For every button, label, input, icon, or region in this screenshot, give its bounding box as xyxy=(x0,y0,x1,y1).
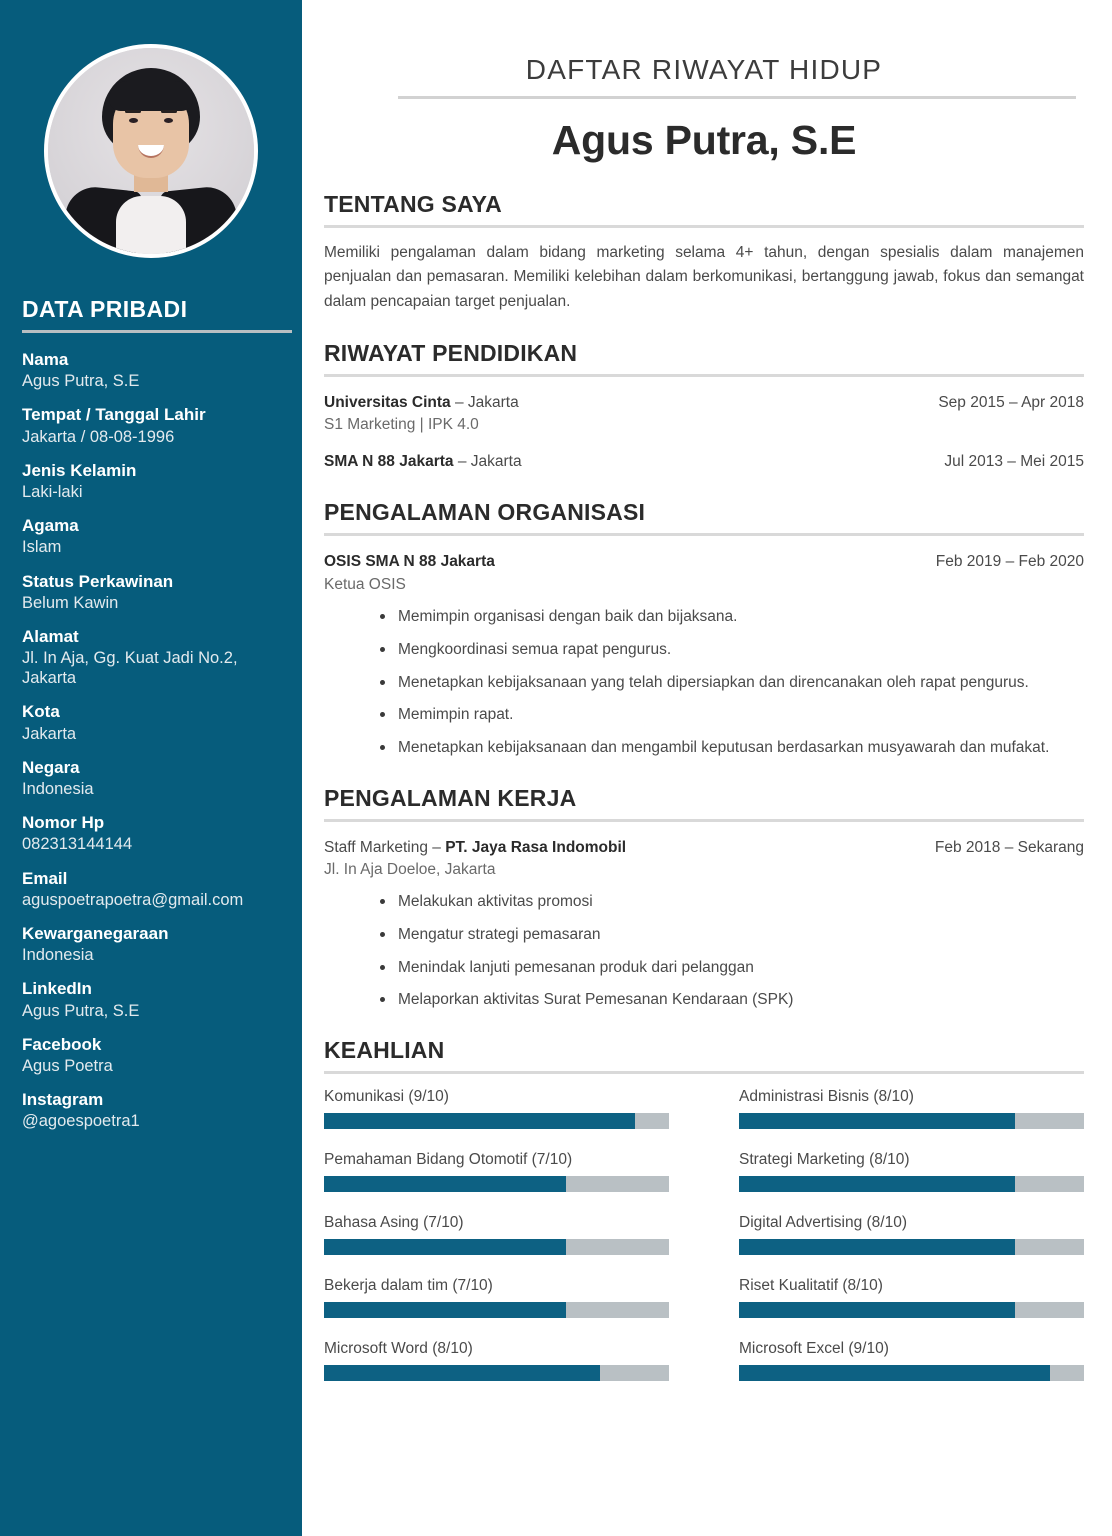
document-title: DAFTAR RIWAYAT HIDUP xyxy=(525,54,883,85)
field-label: Agama xyxy=(22,516,79,536)
section-heading: PENGALAMAN KERJA xyxy=(324,784,577,811)
skill-fill xyxy=(739,1302,1015,1318)
section-divider xyxy=(324,225,1084,228)
personal-data-item xyxy=(22,460,280,502)
field-value: Indonesia xyxy=(22,946,94,965)
bullet-item: Mengkoordinasi semua rapat pengurus. xyxy=(380,639,1084,661)
portrait-eye-left xyxy=(129,118,138,123)
institution-name: Universitas Cinta xyxy=(324,393,451,411)
personal-data-item xyxy=(22,515,280,557)
entry-date: Feb 2019 – Feb 2020 xyxy=(935,553,1084,571)
skill-item xyxy=(324,1088,669,1129)
skill-fill xyxy=(324,1113,635,1129)
field-label: Kewarganegaraan xyxy=(22,923,169,943)
entry-subtitle: Ketua OSIS xyxy=(324,576,406,594)
skill-item xyxy=(324,1277,669,1318)
field-label: Alamat xyxy=(22,626,79,646)
title-divider xyxy=(398,96,1076,99)
field-label: Negara xyxy=(22,757,80,777)
portrait-eyebrow-left xyxy=(125,110,141,113)
portrait-fringe xyxy=(109,81,193,111)
skill-label: Riset Kualitatif (8/10) xyxy=(739,1277,883,1295)
personal-data-item xyxy=(22,1034,280,1076)
personal-data-item xyxy=(22,626,280,689)
skill-fill xyxy=(324,1365,600,1381)
skill-label: Microsoft Excel (9/10) xyxy=(739,1340,889,1358)
skill-item xyxy=(739,1214,1084,1255)
skill-item xyxy=(739,1151,1084,1192)
skill-label: Bahasa Asing (7/10) xyxy=(324,1214,464,1232)
job-role: Staff Marketing – xyxy=(324,838,446,856)
field-value: 082313144144 xyxy=(22,835,133,854)
skill-fill xyxy=(324,1302,566,1318)
field-label: LinkedIn xyxy=(22,979,92,999)
skill-track xyxy=(324,1113,669,1129)
personal-data-item xyxy=(22,1089,280,1131)
work-bullets xyxy=(324,891,1084,1011)
institution-location: – Jakarta xyxy=(453,453,522,471)
field-value: Agus Putra, S.E xyxy=(22,1001,140,1020)
skill-fill xyxy=(739,1113,1015,1129)
entry-title xyxy=(324,838,919,859)
skill-track xyxy=(324,1302,669,1318)
portrait-eye-right xyxy=(164,118,173,123)
skill-fill xyxy=(324,1176,566,1192)
section-divider xyxy=(324,819,1084,822)
section-skills xyxy=(324,1037,1084,1403)
bullet-item: Menetapkan kebijaksanaan dan mengambil keputusan berdasarkan musyawarah dan mufakat. xyxy=(380,737,1084,759)
sidebar-heading-divider xyxy=(22,330,292,333)
personal-data-list xyxy=(22,349,280,1131)
field-label: Tempat / Tanggal Lahir xyxy=(22,405,206,425)
field-label: Instagram xyxy=(22,1090,104,1109)
organization-entry xyxy=(324,552,1084,596)
bullet-item: Menindak lanjuti pemesanan produk dari pelanggan xyxy=(380,957,1084,979)
skill-item xyxy=(739,1277,1084,1318)
entry-date: Sep 2015 – Apr 2018 xyxy=(938,393,1084,411)
portrait-shirt xyxy=(116,196,186,254)
personal-data-item xyxy=(22,701,280,743)
field-label: Email xyxy=(22,868,68,888)
skill-track xyxy=(739,1176,1084,1192)
entry-details xyxy=(324,838,919,882)
field-label: Kota xyxy=(22,702,60,722)
portrait-eyebrow-right xyxy=(161,110,177,113)
skill-item xyxy=(324,1151,669,1192)
education-entry xyxy=(324,393,1084,437)
entry-subtitle: Jl. In Aja Doeloe, Jakarta xyxy=(324,861,496,879)
field-value: Jakarta / 08-08-1996 xyxy=(22,427,175,446)
field-value: @agoespoetra1 xyxy=(22,1112,140,1131)
entry-title xyxy=(324,393,922,414)
field-value: Jl. In Aja, Gg. Kuat Jadi No.2, Jakarta xyxy=(22,649,238,688)
entry-details xyxy=(324,393,922,437)
skill-label: Pemahaman Bidang Otomotif (7/10) xyxy=(324,1151,573,1169)
education-entry xyxy=(324,452,1084,473)
main-content xyxy=(302,0,1112,1536)
skill-track xyxy=(739,1302,1084,1318)
bullet-item: Memimpin rapat. xyxy=(380,704,1084,726)
skill-label: Strategi Marketing (8/10) xyxy=(739,1151,910,1169)
personal-data-item xyxy=(22,349,280,391)
photo-container xyxy=(0,0,302,258)
field-value: Laki-laki xyxy=(22,483,83,501)
work-entry xyxy=(324,838,1084,882)
field-label: Facebook xyxy=(22,1034,102,1054)
field-value: Indonesia xyxy=(22,780,94,798)
section-work xyxy=(324,785,1084,1012)
field-label: Nama xyxy=(22,350,69,369)
skill-item xyxy=(739,1088,1084,1129)
section-heading: RIWAYAT PENDIDIKAN xyxy=(324,339,578,366)
skill-label: Digital Advertising (8/10) xyxy=(739,1214,907,1232)
section-divider xyxy=(324,1071,1084,1074)
skill-track xyxy=(324,1365,669,1381)
skills-grid xyxy=(324,1088,1084,1403)
field-label: Jenis Kelamin xyxy=(22,460,137,480)
skill-fill xyxy=(739,1176,1015,1192)
skill-fill xyxy=(739,1365,1050,1381)
personal-data-item xyxy=(22,404,280,446)
field-value: Jakarta xyxy=(22,724,77,743)
bullet-item: Menetapkan kebijaksanaan yang telah dipersiapkan dan direncanakan oleh rapat pengurus. xyxy=(380,672,1084,694)
field-value: Belum Kawin xyxy=(22,593,119,612)
entry-details xyxy=(324,452,928,473)
sidebar-heading: DATA PRIBADI xyxy=(22,296,188,322)
organization-name: OSIS SMA N 88 Jakarta xyxy=(324,553,495,571)
sidebar xyxy=(0,0,302,1536)
skill-track xyxy=(324,1239,669,1255)
section-heading: KEAHLIAN xyxy=(324,1037,445,1064)
bullet-item: Mengatur strategi pemasaran xyxy=(380,924,1084,946)
field-value: aguspoetrapoetra@gmail.com xyxy=(22,890,244,909)
field-value: Agus Poetra xyxy=(22,1056,113,1075)
entry-title xyxy=(324,552,920,573)
skill-item xyxy=(739,1340,1084,1381)
about-text: Memiliki pengalaman dalam bidang marketing selama 4+ tahun, dengan spesialis dalam manajemen penjualan dan pemasaran. Memiliki kelebihan dalam berkomunikasi, bertanggung jawab, fokus dan semangat dalam pencapaian target penjualan. xyxy=(324,244,1084,310)
field-label: Nomor Hp xyxy=(22,813,105,833)
skill-label: Administrasi Bisnis (8/10) xyxy=(739,1088,914,1106)
section-divider xyxy=(324,374,1084,377)
field-value: Agus Putra, S.E xyxy=(22,372,140,391)
entry-title xyxy=(324,452,928,473)
section-divider xyxy=(324,533,1084,536)
entry-date: Feb 2018 – Sekarang xyxy=(934,838,1084,856)
skill-track xyxy=(739,1113,1084,1129)
personal-data-item xyxy=(22,923,280,965)
section-organization xyxy=(324,499,1084,758)
section-about xyxy=(324,191,1084,313)
skill-fill xyxy=(324,1239,566,1255)
skill-fill xyxy=(739,1239,1015,1255)
skill-track xyxy=(739,1365,1084,1381)
institution-name: SMA N 88 Jakarta xyxy=(324,453,454,471)
company-name: PT. Jaya Rasa Indomobil xyxy=(445,838,627,856)
entry-subtitle: S1 Marketing | IPK 4.0 xyxy=(324,416,479,434)
organization-bullets xyxy=(324,606,1084,758)
field-label: Status Perkawinan xyxy=(22,571,174,591)
skill-label: Microsoft Word (8/10) xyxy=(324,1340,473,1358)
personal-data-item xyxy=(22,978,280,1020)
candidate-name: Agus Putra, S.E xyxy=(551,117,857,163)
skill-item xyxy=(324,1214,669,1255)
section-education xyxy=(324,340,1084,474)
personal-data-item xyxy=(22,812,280,854)
skill-item xyxy=(324,1340,669,1381)
entry-date: Jul 2013 – Mei 2015 xyxy=(944,453,1084,471)
profile-photo xyxy=(44,44,258,258)
field-value: Islam xyxy=(22,538,62,557)
institution-location: – Jakarta xyxy=(450,393,519,411)
skill-label: Bekerja dalam tim (7/10) xyxy=(324,1277,493,1295)
section-heading: TENTANG SAYA xyxy=(324,191,502,218)
bullet-item: Memimpin organisasi dengan baik dan bijaksana. xyxy=(380,606,1084,628)
skill-track xyxy=(324,1176,669,1192)
personal-data-item xyxy=(22,868,280,910)
bullet-item: Melakukan aktivitas promosi xyxy=(380,891,1084,913)
section-heading: PENGALAMAN ORGANISASI xyxy=(324,499,646,526)
personal-data-item xyxy=(22,757,280,799)
skill-track xyxy=(739,1239,1084,1255)
entry-details xyxy=(324,552,920,596)
bullet-item: Melaporkan aktivitas Surat Pemesanan Kendaraan (SPK) xyxy=(380,989,1084,1011)
skill-label: Komunikasi (9/10) xyxy=(324,1088,449,1106)
personal-data-item xyxy=(22,571,280,613)
